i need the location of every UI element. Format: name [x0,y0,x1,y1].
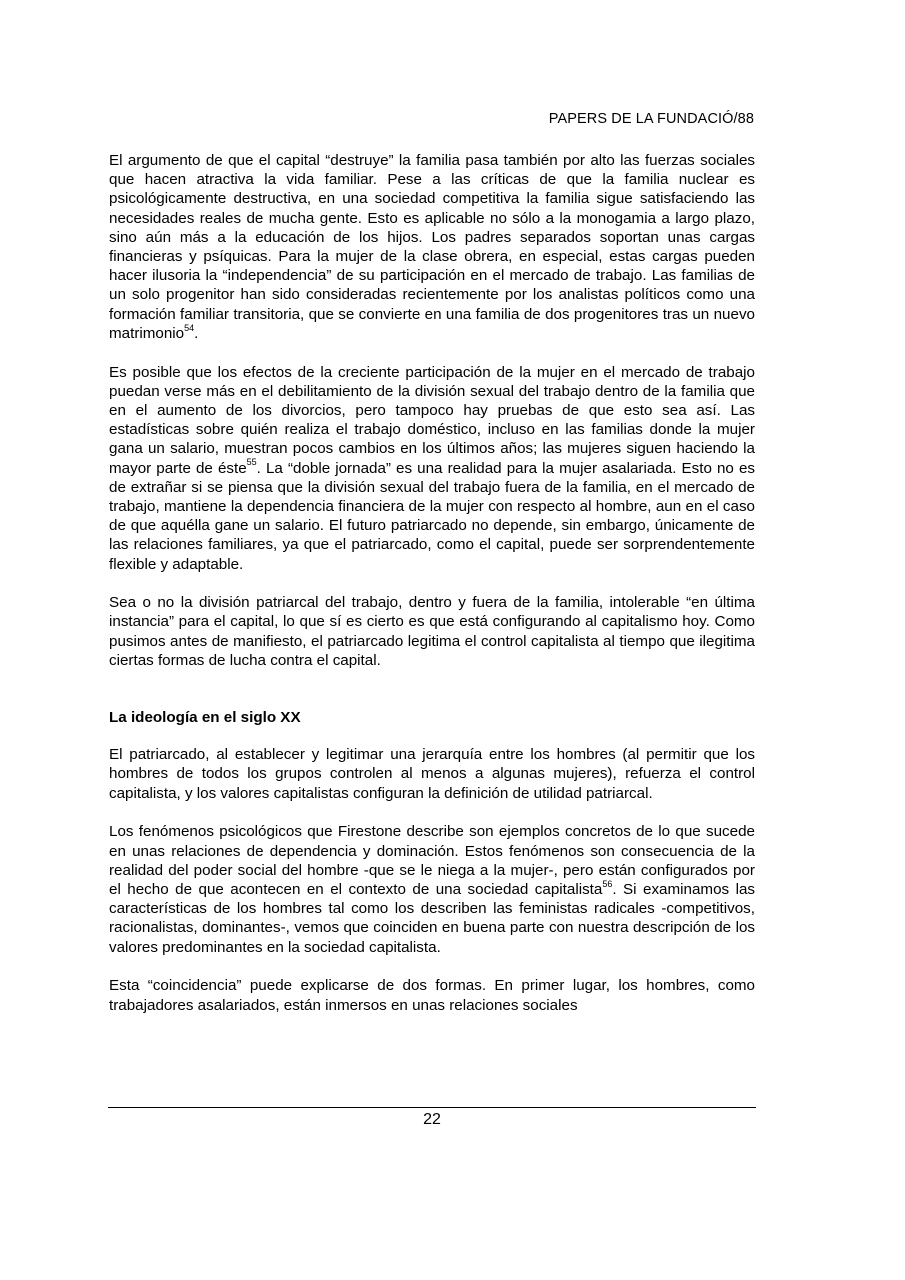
section-paragraph-1 [109,745,755,803]
paragraph-2-text-a: Es posible que los efectos de la creciente participación de la mujer en el mercado de trabajo puedan verse más en el debilitamiento de la división sexual del trabajo dentro de la familia que en el aumento de los divorcios, pero tampoco hay pruebas de que esto sea así. Las estadísticas sobre quién realiza el trabajo doméstico, incluso en las familias donde la mujer gana un salario, muestran pocos cambios en los últimos años; las mujeres siguen haciendo la mayor parte de éste [109,363,755,477]
footer-divider [108,1107,756,1108]
section-paragraph-1-text: El patriarcado, al establecer y legitimar una jerarquía entre los hombres (al permitir que los hombres de todos los grupos controlen al menos a algunas mujeres), refuerza el control capitalista, y los valores capitalistas configuran la definición de utilidad patriarcal. [109,746,755,802]
section-paragraph-2-text-b: . Si examinamos las características de los hombres tal como los describen las feministas radicales -competitivos, racionalistas, dominantes-, vemos que coinciden en buena parte con nuestra descripción de los valores predominantes en la sociedad capitalista. [109,881,755,956]
section-paragraph-2 [109,822,755,956]
paragraph-3-text: Sea o no la división patriarcal del trabajo, dentro y fuera de la familia, intolerable “en última instancia” para el capital, lo que sí es cierto es que está configurando al capitalismo hoy. Como pusimos antes de manifiesto, el patriarcado legitima el control capitalista al tiempo que ilegitima ciertas formas de lucha contra el capital. [109,594,755,669]
paragraph-2 [109,363,755,574]
running-header: PAPERS DE LA FUNDACIÓ/88 [548,111,754,127]
section-spacer [109,690,755,708]
footnote-ref-55[interactable]: 55 [246,457,257,468]
footnote-ref-56[interactable]: 56 [602,878,613,889]
paragraph-2-text-b: . La “doble jornada” es una realidad para la mujer asalariada. Esto no es de extrañar si se piensa que la división sexual del trabajo fuera de la familia, en el mercado de trabajo, mantiene la dependencia financiera de la mujer con respecto al hombre, aun en el caso de que aquélla gane un salario. El futuro patriarcado no depende, sin embargo, únicamente de las relaciones familiares, ya que el patriarcado, como el capital, puede ser sorprendentemente flexible y adaptable. [109,459,755,573]
body-text [109,151,755,1015]
section-heading: La ideología en el siglo XX [109,708,301,726]
section-paragraph-3-text: Esta “coincidencia” puede explicarse de dos formas. En primer lugar, los hombres, como trabajadores asalariados, están inmersos en unas relaciones sociales [109,977,755,1014]
page-number: 22 [423,1111,441,1128]
section-paragraph-3 [109,976,755,1014]
paragraph-1-text-b: . [194,324,199,342]
paragraph-1 [109,151,755,343]
paragraph-1-text-a: El argumento de que el capital “destruye” la familia pasa también por alto las fuerzas sociales que hacen atractiva la vida familiar. Pese a las críticas de que la familia nuclear es psicológicamente destructiva, en una sociedad competitiva la familia sigue satisfaciendo las necesidades reales de mucha gente. Esto es aplicable no sólo a la monogamia a largo plazo, sino aún más a la educación de los hijos. Los padres separados soportan unas cargas financieras y psíquicas. Para la mujer de la clase obrera, en especial, estas cargas pueden hacer ilusoria la “independencia” de su participación en el mercado de trabajo. Las familias de un solo progenitor han sido consideradas recientemente por los analistas políticos como una formación familiar transitoria, que se convierte en una familia de dos progenitores tras un nuevo matrimonio [109,152,755,342]
section-paragraph-2-text-a: Los fenómenos psicológicos que Firestone describe son ejemplos concretos de lo que sucede en unas relaciones de dependencia y dominación. Estos fenómenos son consecuencia de la realidad del poder social del hombre -que se le niega a la mujer-, pero están configurados por el hecho de que acontecen en el contexto de una sociedad capitalista [109,823,755,898]
paragraph-3 [109,593,755,670]
footnote-ref-54[interactable]: 54 [184,322,195,333]
